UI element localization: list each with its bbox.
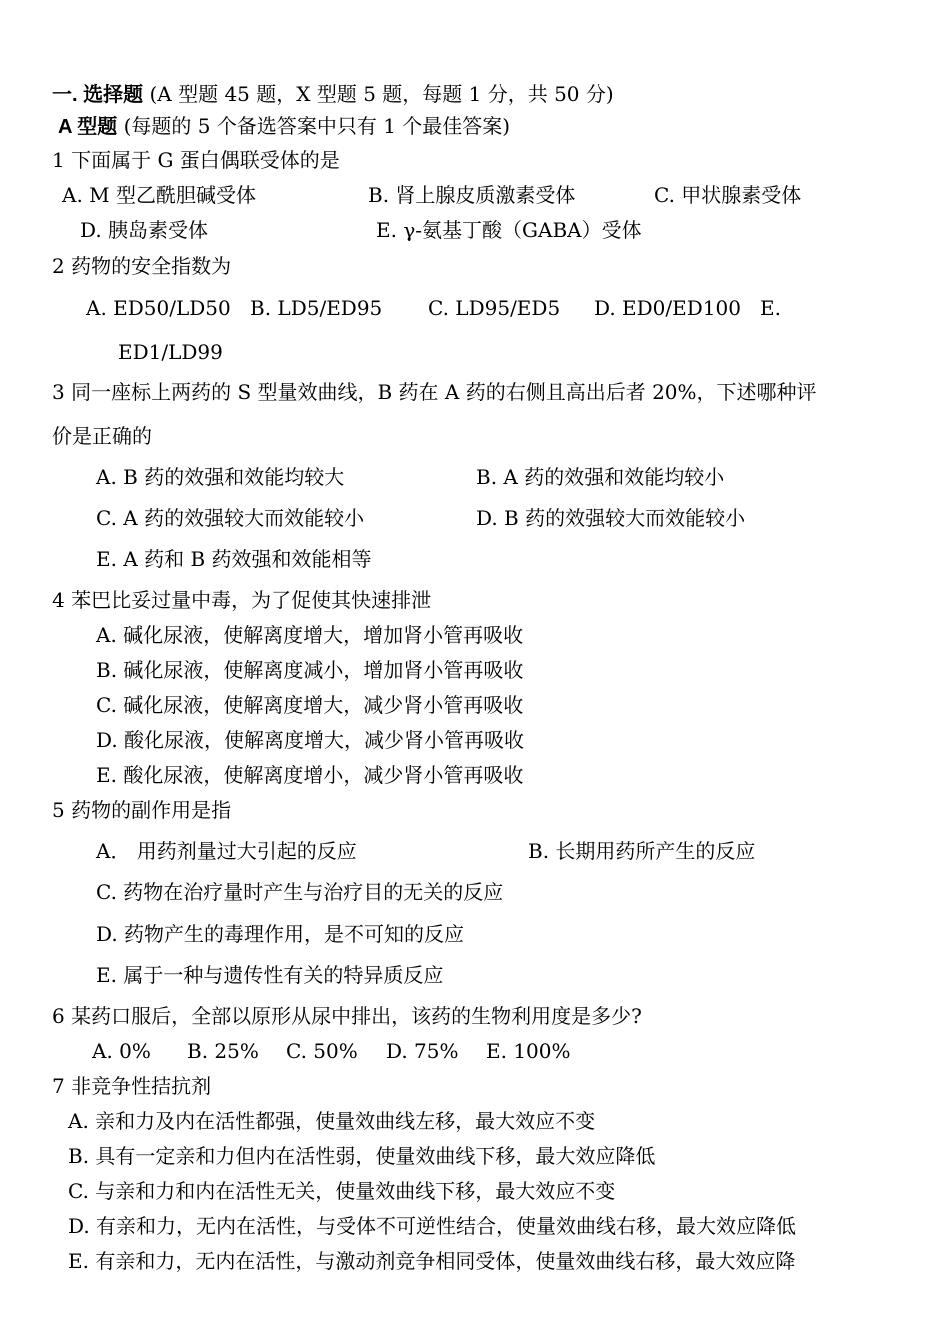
option-b: B. A 药的效强和效能均较小 — [476, 465, 725, 489]
option-c: C. A 药的效强较大而效能较小 — [96, 506, 365, 530]
section-note: (A 型题 45 题，X 型题 5 题，每题 1 分，共 50 分) — [149, 82, 614, 106]
option-d: D. 胰岛素受体 — [80, 218, 209, 242]
question-stem-continued: 价是正确的 — [52, 424, 152, 448]
option-c: C. 50% — [286, 1039, 358, 1063]
question-stem: 7 非竞争性拮抗剂 — [52, 1074, 212, 1098]
option-e: E. 酸化尿液，使解离度增小，减少肾小管再吸收 — [96, 763, 524, 787]
option-a: A． 用药剂量过大引起的反应 — [96, 839, 357, 863]
option-d: D. B 药的效强较大而效能较小 — [476, 506, 746, 530]
section-title: 一. 选择题 — [52, 84, 144, 106]
question-stem: 4 苯巴比妥过量中毒，为了促使其快速排泄 — [52, 588, 432, 612]
question-stem: 5 药物的副作用是指 — [52, 798, 232, 822]
option-e: E. 有亲和力，无内在活性，与激动剂竞争相同受体，使量效曲线右移，最大效应降 — [68, 1249, 796, 1273]
option-b: B. LD5/ED95 — [250, 296, 383, 320]
option-c: C. 碱化尿液，使解离度增大，减少肾小管再吸收 — [96, 693, 524, 717]
option-e-continued: ED1/LD99 — [118, 340, 223, 364]
option-d: D. 有亲和力，无内在活性，与受体不可逆性结合，使量效曲线右移，最大效应降低 — [68, 1214, 797, 1238]
option-e: E. A 药和 B 药效强和效能相等 — [96, 547, 372, 571]
option-b: B. 长期用药所产生的反应 — [528, 839, 756, 863]
option-c: C. 与亲和力和内在活性无关，使量效曲线下移，最大效应不变 — [68, 1179, 616, 1203]
option-d: D. 酸化尿液，使解离度增大，减少肾小管再吸收 — [96, 728, 525, 752]
option-d: D. 75% — [386, 1039, 459, 1063]
option-c: C. LD95/ED5 — [428, 296, 561, 320]
option-a: A. 亲和力及内在活性都强，使量效曲线左移，最大效应不变 — [68, 1109, 596, 1133]
option-a: A. 0% — [92, 1039, 151, 1063]
question-stem: 1 下面属于 G 蛋白偶联受体的是 — [52, 148, 340, 172]
option-c: C. 甲状腺素受体 — [654, 183, 802, 207]
option-c: C. 药物在治疗量时产生与治疗目的无关的反应 — [96, 880, 504, 904]
option-a: A. B 药的效强和效能均较大 — [96, 465, 345, 489]
option-b: B. 具有一定亲和力但内在活性弱，使量效曲线下移，最大效应降低 — [68, 1144, 656, 1168]
option-e: E. 属于一种与遗传性有关的特异质反应 — [96, 963, 444, 987]
option-b: B. 肾上腺皮质激素受体 — [368, 183, 576, 207]
question-stem: 3 同一座标上两药的 S 型量效曲线，B 药在 A 药的右侧且高出后者 20%，下述哪种评 — [52, 380, 817, 404]
question-stem: 6 某药口服后，全部以原形从尿中排出，该药的生物利用度是多少? — [52, 1004, 642, 1028]
option-b: B. 碱化尿液，使解离度减小，增加肾小管再吸收 — [96, 658, 524, 682]
option-e: E. — [760, 296, 781, 320]
option-d: D. ED0/ED100 — [594, 296, 741, 320]
section-heading — [52, 84, 614, 105]
option-b: B. 25% — [187, 1039, 259, 1063]
option-a: A. 碱化尿液，使解离度增大，增加肾小管再吸收 — [96, 623, 524, 647]
subsection-note: (每题的 5 个备选答案中只有 1 个最佳答案) — [123, 114, 511, 138]
option-e: E. 100% — [486, 1039, 571, 1063]
option-e: E. γ-氨基丁酸（GABA）受体 — [376, 218, 642, 242]
option-a: A. M 型乙酰胆碱受体 — [62, 183, 256, 207]
question-stem: 2 药物的安全指数为 — [52, 254, 232, 278]
subsection-title: A 型题 — [58, 116, 118, 138]
option-a: A. ED50/LD50 — [86, 296, 231, 320]
subsection-heading — [58, 116, 510, 137]
option-d: D. 药物产生的毒理作用，是不可知的反应 — [96, 922, 465, 946]
